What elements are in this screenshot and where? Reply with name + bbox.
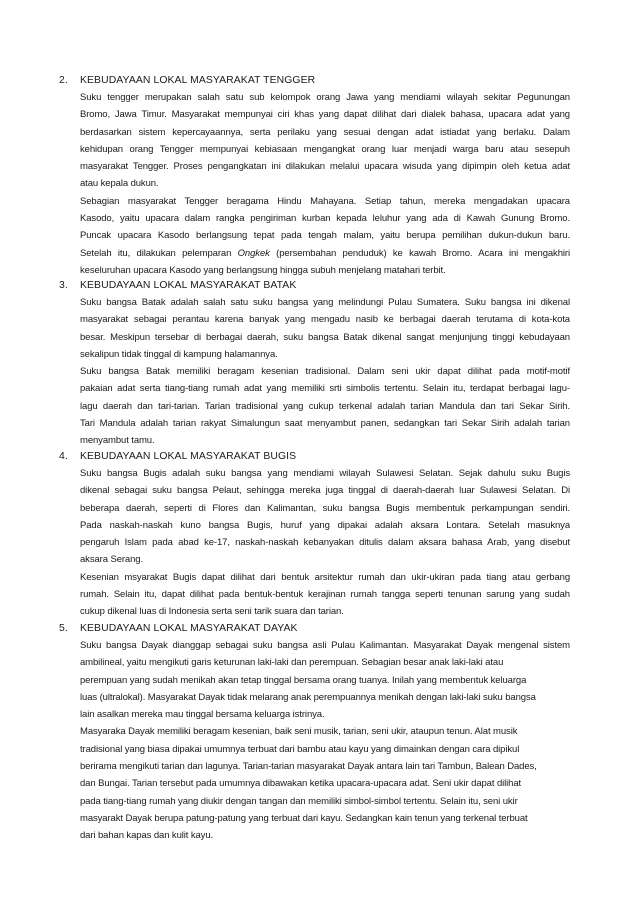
paragraph-line: Tari Mandula adalah tarian rakyat Simalungun saat menyambut panen, sedangkan tari Sekar Sirih adalah tarian bbox=[80, 418, 570, 430]
paragraph-line: kehidupan orang Tengger mempunyai kebiasaan mengangkat orang luar menjadi warga baru atau sesepuh bbox=[80, 143, 570, 155]
section-title: KEBUDAYAAN LOKAL MASYARAKAT BUGIS bbox=[80, 451, 297, 462]
paragraph-line: atau kepala dukun. bbox=[80, 178, 159, 190]
paragraph-line: aksara Serang. bbox=[80, 554, 144, 566]
section-title: KEBUDAYAAN LOKAL MASYARAKAT BATAK bbox=[80, 280, 297, 291]
section-heading bbox=[59, 621, 571, 637]
paragraph-line: Sebagian masyarakat Tengger beragama Hindu Mahayana. Setiap tahun, mereka mengadakan upacara bbox=[80, 195, 570, 207]
section-batak bbox=[59, 278, 571, 450]
paragraph-line: rumah. Selain itu, dapat dilihat pada bentuk-bentuk kerajinan rumah tangga seperti tenunan sarung yang sudah bbox=[80, 589, 570, 601]
section-title: KEBUDAYAAN LOKAL MASYARAKAT DAYAK bbox=[80, 623, 298, 634]
paragraph-line: Suku tengger merupakan salah satu sub kelompok orang Jawa yang mendiami wilayah sekitar Pegunungan bbox=[80, 92, 570, 103]
paragraph-line: Kesenian msyarakat Bugis dapat dilihat dari bentuk arsitektur rumah dan ukir-ukiran pada tiang atau gerbang bbox=[80, 571, 570, 583]
section-number: 3. bbox=[59, 280, 68, 291]
section-number: 5. bbox=[59, 623, 68, 634]
paragraph-line: masyarakat sebagai perantau karena banyak yang mengadu nasib ke berbagai daerah terutama di kota-kota bbox=[80, 314, 570, 326]
paragraph-line: Suku bangsa Batak adalah salah satu suku bangsa yang melindungi Pulau Sumatera. Suku bangsa ini dikenal bbox=[80, 297, 570, 308]
section-title: KEBUDAYAAN LOKAL MASYARAKAT TENGGER bbox=[80, 75, 316, 86]
paragraph-line bbox=[80, 245, 570, 262]
line-end: (persembahan penduduk) ke kawah Bromo. Acara ini mengakhiri bbox=[276, 247, 570, 259]
paragraph-line: luas (ultralokal). Masyarakat Dayak tidak melarang anak perempuannya menikah dengan laki-laki suku bangsa bbox=[80, 691, 536, 703]
paragraph-line: menyambut tamu. bbox=[80, 435, 155, 447]
paragraph-line: besar. Meskipun tersebar di berbagai daerah, suku bangsa Batak dikenal sangat menjunjung tinggi kebudayaan bbox=[80, 331, 570, 343]
paragraph-line: Suku bangsa Dayak dianggap sebagai suku bangsa asli Pulau Kalimantan. Masyarakat Dayak mengenal sistem bbox=[80, 640, 570, 651]
paragraph-line: tradisional yang biasa dipakai umumnya terbuat dari bambu atau kayu yang dimainkan dengan cara dipikul bbox=[80, 743, 520, 755]
paragraph-line: perempuan yang sudah menikah akan tetap tinggal bersama orang tuanya. Inilah yang membentuk keluarga bbox=[80, 674, 527, 686]
paragraph-line: sekalipun tidak tinggal di kampung halamannya. bbox=[80, 348, 278, 360]
section-body bbox=[80, 89, 570, 279]
paragraph-line: dari bahan kapas dan kulit kayu. bbox=[80, 830, 214, 842]
paragraph-line: Suku bangsa Batak memiliki beragam kesenian tradisional. Dalam seni ukir dapat dilihat pada motif-motif bbox=[80, 366, 570, 378]
paragraph-line: lain asalkan mereka mau tinggal bersama keluarga istrinya. bbox=[80, 709, 325, 721]
paragraph-line: cukup dikenal luas di Indonesia serta seni tarik suara dan tarian. bbox=[80, 606, 344, 618]
paragraph-line: Puncak upacara Kasodo berlangsung tepat pada tengah malam, yaitu berupa pemilihan dukun-dukun baru. bbox=[80, 230, 570, 242]
paragraph-line: Bromo, Jawa Timur. Masyarakat mempunyai ciri khas yang dapat dilihat dari dialek bahasa, upacara adat yang bbox=[80, 109, 570, 121]
paragraph-line: Kasodo, yaitu upacara dalam rangka pengiriman kurban kepada leluhur yang ada di Kawah Gunung Bromo. bbox=[80, 213, 570, 225]
line-start: Setelah itu, dilakukan pelemparan bbox=[80, 247, 232, 259]
paragraph-line: pakaian adat serta tiang-tiang rumah adat yang memiliki srti simbolis tertentu. Selain itu, terdapat berbagai lagu- bbox=[80, 383, 570, 395]
section-number: 4. bbox=[59, 451, 68, 462]
paragraph-line: pada tiang-tiang rumah yang diukir dengan tangan dan memiliki simbol-simbol tertentu. Selain itu, seni ukir bbox=[80, 795, 518, 807]
paragraph-line: lagu daerah dan tari-tarian. Tarian tradisional yang cukup terkenal adalah tarian Mandula dan tari Sekar Sirih. bbox=[80, 400, 570, 412]
paragraph-line: Masyaraka Dayak memiliki beragam kesenian, baik seni musik, tarian, seni ukir, ataupun tenun. Alat musik bbox=[80, 726, 518, 738]
paragraph-line: berirama mengikuti tarian dan lagunya. Tarian-tarian masyarakat Dayak antara lain tari Tambun, Balean Dades, bbox=[80, 761, 537, 773]
paragraph-line: ambilineal, yaitu mengikuti garis keturunan laki-laki dan perempuan. Sebagian besar anak laki-laki atau bbox=[80, 657, 504, 669]
section-body bbox=[80, 637, 570, 845]
section-heading bbox=[59, 73, 571, 89]
section-body bbox=[80, 465, 570, 621]
paragraph-line: pengaruh Islam pada abad ke-17, naskah-naskah kebanyakan ditulis dalam aksara bahasa Arab, yang disebut bbox=[80, 537, 570, 549]
paragraph-line: masyarakt Dayak berupa patung-patung yang terbuat dari kayu. Sedangkan kain tenun yang terkenal terbuat bbox=[80, 812, 528, 824]
section-bugis bbox=[59, 449, 571, 621]
paragraph-line: berdasarkan sistem kepercayaannya, serta perilaku yang sesuai dengan adat istiadat yang berlaku. Dalam bbox=[80, 126, 570, 138]
paragraph-line: beberapa daerah, seperti di Flores dan Kalimantan, suku bangsa Bugis membentuk perkampungan sendiri. bbox=[80, 502, 570, 514]
paragraph-line: keseluruhan upacara Kasodo yang berlangsung hingga subuh menjelang matahari terbit. bbox=[80, 264, 446, 276]
section-heading bbox=[59, 278, 571, 294]
paragraph-line: Pada naskah-naskah kuno bangsa Bugis, huruf yang dipakai adalah aksara Lontara. Setelah masuknya bbox=[80, 519, 570, 531]
paragraph-line: masyarakat Tengger. Proses pengangkatan ini dilakukan melalui upacara wisuda yang dipimpin oleh ketua adat bbox=[80, 161, 570, 173]
section-number: 2. bbox=[59, 75, 68, 86]
italic-term: Ongkek bbox=[237, 247, 270, 259]
section-heading bbox=[59, 449, 571, 465]
section-dayak bbox=[59, 621, 571, 845]
paragraph-line: dan Bungai. Tarian tersebut pada umumnya dibawakan ketika upacara-upacara adat. Seni ukir dapat dilihat bbox=[80, 778, 522, 790]
paragraph-line: Suku bangsa Bugis adalah suku bangsa yang mendiami wilayah Sulawesi Selatan. Sejak dahulu suku Bugis bbox=[80, 468, 570, 479]
paragraph-line: dikenal sebagai suku bangsa Pelaut, sehingga mereka juga tinggal di daerah-daerah luar Sulawesi Selatan. Di bbox=[80, 485, 570, 497]
section-body bbox=[80, 294, 570, 450]
section-tengger bbox=[59, 73, 571, 279]
